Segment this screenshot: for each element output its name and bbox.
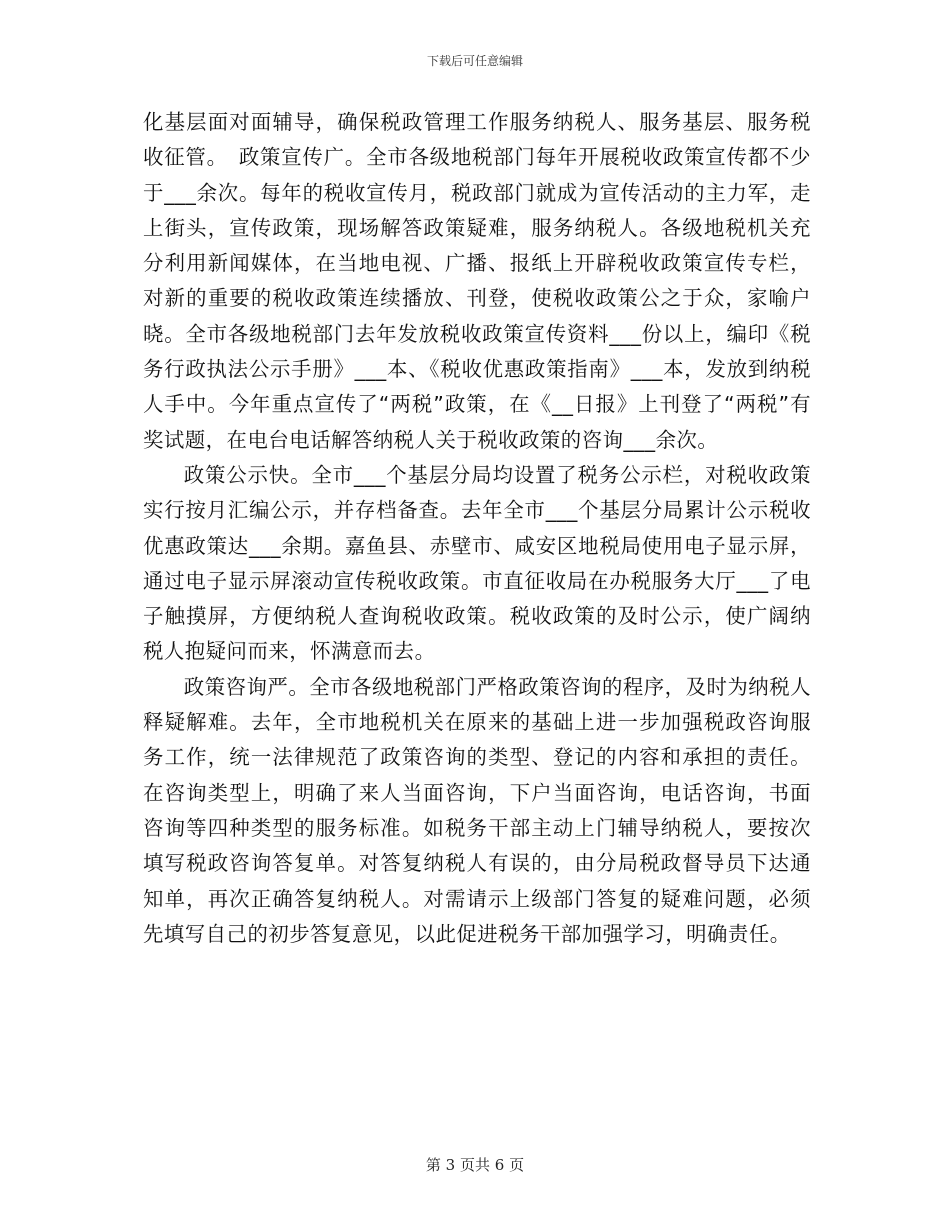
page-header: 下载后可任意编辑 (426, 54, 523, 68)
paragraph-3: 政策咨询严。全市各级地税部门严格政策咨询的程序，及时为纳税人释疑解难。去年，全市地税机关在原来的基础上进一步加强税政咨询服务工作，统一法律规范了政策咨询的类型、登记的内容和承担的责任。在咨询类型上，明确了来人当面咨询，下户当面咨询，电话咨询，书面咨询等四种类型的服务标准。如税务干部主动上门辅导纳税人，要按次填写税政咨询答复单。对答复纳税人有误的，由分局税政督导员下达通知单，再次正确答复纳税人。对需请示上级部门答复的疑难问题，必须先填写自己的初步答复意见，以此促进税务干部加强学习，明确责任。 (143, 674, 811, 946)
document-body (143, 105, 811, 952)
page-number-footer: 第 3 页共 6 页 (425, 1156, 525, 1174)
paragraph-2: 政策公示快。全市___个基层分局均设置了税务公示栏，对税收政策实行按月汇编公示，并存档备查。去年全市___个基层分局累计公示税收优惠政策达___余期。嘉鱼县、赤壁市、咸安区地税局使用电子显示屏，通过电子显示屏滚动宣传税收政策。市直征收局在办税服务大厅___了电子触摸屏，方便纳税人查询税收政策。税收政策的及时公示，使广阔纳税人抱疑问而来，怀满意而去。 (143, 462, 811, 664)
paragraph-1: 化基层面对面辅导，确保税政管理工作服务纳税人、服务基层、服务税收征管。 政策宣传广。全市各级地税部门每年开展税收政策宣传都不少于___余次。每年的税收宣传月，税政部门就成为宣传活动的主力军，走上街头，宣传政策，现场解答政策疑难，服务纳税人。各级地税机关充分利用新闻媒体，在当地电视、广播、报纸上开辟税收政策宣传专栏，对新的重要的税收政策连续播放、刊登，使税收政策公之于众，家喻户晓。全市各级地税部门去年发放税收政策宣传资料___份以上，编印《税务行政执法公示手册》___本、《税收优惠政策指南》___本，发放到纳税人手中。今年重点宣传了“两税”政策，在《__日报》上刊登了“两税”有奖试题，在电台电话解答纳税人关于税收政策的咨询___余次。 (143, 110, 811, 452)
